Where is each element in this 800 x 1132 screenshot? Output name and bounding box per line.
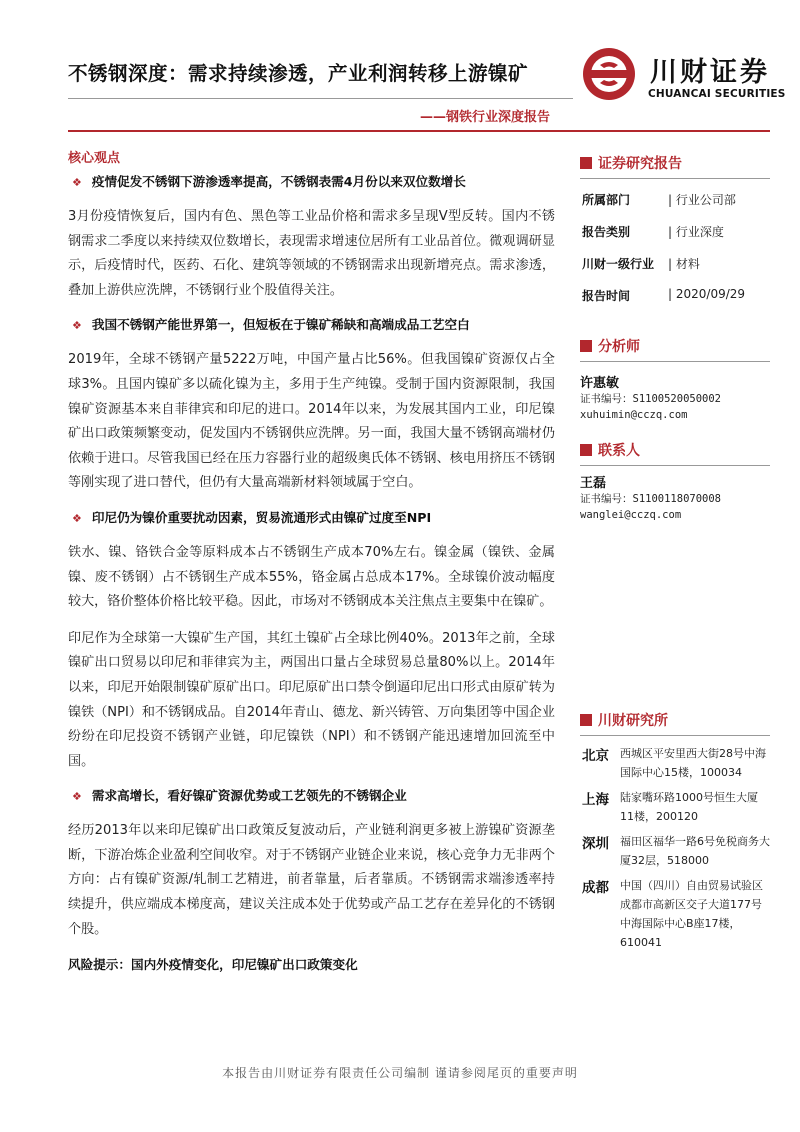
section-heading-text: 我国不锈钢产能世界第一，但短板在于镍矿稀缺和高端成品工艺空白 (91, 317, 470, 333)
info-value: | 行业深度 (668, 225, 724, 239)
diamond-bullet-icon: ❖ (72, 176, 82, 189)
contact-cert: 证书编号：S1100118070008 (580, 493, 722, 505)
info-key: 川财一级行业 (582, 257, 655, 271)
office-address: 西城区平安里西大街28号中海国际中心15楼，100034 (620, 747, 766, 779)
section-4 (68, 786, 555, 942)
office-address: 福田区福华一路6号免税商务大厦32层，518000 (620, 835, 770, 867)
info-value: | 2020/09/29 (668, 287, 746, 301)
info-row-date (580, 287, 770, 319)
logo-text-cn: 川财证券 (650, 57, 770, 88)
main-content (68, 172, 555, 973)
square-bullet-icon (580, 157, 592, 169)
contact-heading (580, 439, 770, 463)
sidebar (580, 152, 770, 958)
sidebar-divider (580, 361, 770, 362)
contact-email[interactable]: wanglei@cczq.com (580, 509, 682, 521)
office-address: 中国（四川）自由贸易试验区成都市高新区交子大道177号中海国际中心B座17楼，610041 (620, 879, 763, 949)
office-city: 成都 (582, 880, 609, 896)
info-value: | 材料 (668, 257, 700, 271)
header-red-rule (68, 130, 770, 132)
diamond-bullet-icon: ❖ (72, 790, 82, 804)
section-paragraph: 2019年，全球不锈钢产量5222万吨，中国产量占比56%。但我国镍矿资源仅占全球3%。且国内镍矿多以硫化镍为主，多用于生产纯镍。受制于国内资源限制，我国镍矿资源基本来自菲律宾和印尼的进口。2014年以来，为发展其国内工业，印尼镍矿出口政策频繁变动，促发国内不锈钢供应洗牌。另一面，我国大量不锈钢高端材仍依赖于进口。尽管我国已经在压力容器行业的超级奥氏体不锈钢、核电用挤压不锈钢等刚实现了进口替代，但仍有大量高端新材料领域属于空白。 (68, 352, 555, 491)
section-heading (68, 315, 555, 335)
office-shenzhen (580, 832, 770, 870)
office-city: 上海 (582, 792, 609, 808)
section-heading (68, 786, 555, 806)
section-heading (68, 172, 555, 192)
report-title: 不锈钢深度：需求持续渗透，产业利润转移上游镍矿 (68, 62, 529, 85)
company-logo (580, 44, 786, 106)
section-paragraph: 经历2013年以来印尼镍矿出口政策反复波动后，产业链利润更多被上游镍矿资源垄断，下游冶炼企业盈利空间收窄。对于不锈钢产业链企业来说，核心竞争力无非两个方向：占有镍矿资源/轧制工艺精进，前者靠量，后者靠质。不锈钢需求端渗透率持续提升，供应端成本梯度高，建议关注成本处于优势或产品工艺存在差异化的不锈钢个股。 (68, 823, 555, 937)
page-footer: 本报告由川财证券有限责任公司编制 谨请参阅尾页的重要声明 (222, 1066, 578, 1080)
section-paragraph: 印尼作为全球第一大镍矿生产国，其红土镍矿占全球比例40%。2013年之前，全球镍矿出口贸易以印尼和菲律宾为主，两国出口量占全球贸易总量80%以上。2014年以来，印尼开始限制镍矿原矿出口。印尼原矿出口禁令倒逼印尼出口形式由原矿转为镍铁（NPI）和不锈钢成品。自2014年青山、德龙、新兴铸管、万向集团等中国企业纷纷在印尼投资不锈钢产业链，印尼镍铁（NPI）和不锈钢产能迅速增加回流至中国。 (68, 630, 555, 769)
section-2 (68, 315, 555, 496)
contact-heading-text: 联系人 (598, 443, 640, 459)
info-key: 报告类别 (582, 225, 631, 239)
office-shanghai (580, 788, 770, 826)
section-3 (68, 508, 555, 774)
diamond-bullet-icon: ❖ (72, 319, 82, 333)
square-bullet-icon (580, 444, 592, 456)
header-divider (68, 98, 573, 99)
office-beijing (580, 744, 770, 782)
section-heading-text: 印尼仍为镍价重要扰动因素，贸易流通形式由镍矿过度至NPI (91, 509, 432, 525)
info-value: | 行业公司部 (668, 193, 736, 207)
office-city: 北京 (582, 748, 609, 764)
section-heading (68, 508, 555, 528)
square-bullet-icon (580, 714, 592, 726)
section-heading-text: 需求高增长，看好镍矿资源优势或工艺领先的不锈钢企业 (91, 788, 407, 804)
contact-name: 王磊 (580, 476, 607, 491)
square-bullet-icon (580, 340, 592, 352)
info-row-category (580, 223, 770, 255)
sidebar-divider (580, 178, 770, 179)
info-row-industry (580, 255, 770, 287)
institute-heading (580, 709, 770, 733)
info-row-department (580, 191, 770, 223)
office-address: 陆家嘴环路1000号恒生大厦11楼，200120 (620, 791, 758, 823)
analyst-name: 许惠敏 (580, 376, 620, 391)
analyst-email[interactable]: xuhuimin@cczq.com (580, 409, 688, 421)
core-views-title: 核心观点 (68, 151, 121, 166)
logo-text-en: CHUANCAI SECURITIES (648, 88, 786, 100)
info-key: 报告时间 (582, 289, 631, 303)
institute-heading-text: 川财研究所 (598, 713, 668, 729)
risk-warning: 风险提示：国内外疫情变化，印尼镍矿出口政策变化 (68, 957, 358, 973)
office-chengdu (580, 876, 770, 952)
section-paragraph: 铁水、镍、铬铁合金等原料成本占不锈钢生产成本70%左右。镍金属（镍铁、金属镍、废不锈钢）占不锈钢生产成本55%，铬金属占总成本17%。全球镍价波动幅度较大，铬价整体价格比较平稳。因此，市场对不锈钢成本关注焦点主要集中在镍矿。 (68, 544, 555, 610)
section-paragraph: 3月份疫情恢复后，国内有色、黑色等工业品价格和需求多呈现V型反转。国内不锈钢需求二季度以来持续双位数增长，表现需求增速位居所有工业品首位。微观调研显示，后疫情时代，医药、石化、建筑等领域的不锈钢需求出现新增亮点。需求渗透，叠加上游供应洗牌，不锈钢行业个股值得关注。 (68, 209, 555, 298)
info-key: 所属部门 (582, 193, 631, 207)
section-heading-text: 疫情促发不锈钢下游渗透率提高，不锈钢表需4月份以来双位数增长 (91, 174, 466, 189)
analyst-heading (580, 335, 770, 359)
report-info-heading (580, 152, 770, 176)
office-city: 深圳 (582, 836, 609, 852)
sidebar-divider (580, 465, 770, 466)
diamond-bullet-icon: ❖ (72, 511, 82, 525)
report-info-heading-text: 证券研究报告 (598, 156, 682, 172)
report-subtitle: ——钢铁行业深度报告 (420, 110, 551, 125)
sidebar-divider (580, 735, 770, 736)
analyst-heading-text: 分析师 (598, 339, 640, 355)
analyst-cert: 证书编号：S1100520050002 (580, 393, 722, 405)
logo-mark-icon (580, 46, 640, 102)
section-1 (68, 172, 555, 303)
